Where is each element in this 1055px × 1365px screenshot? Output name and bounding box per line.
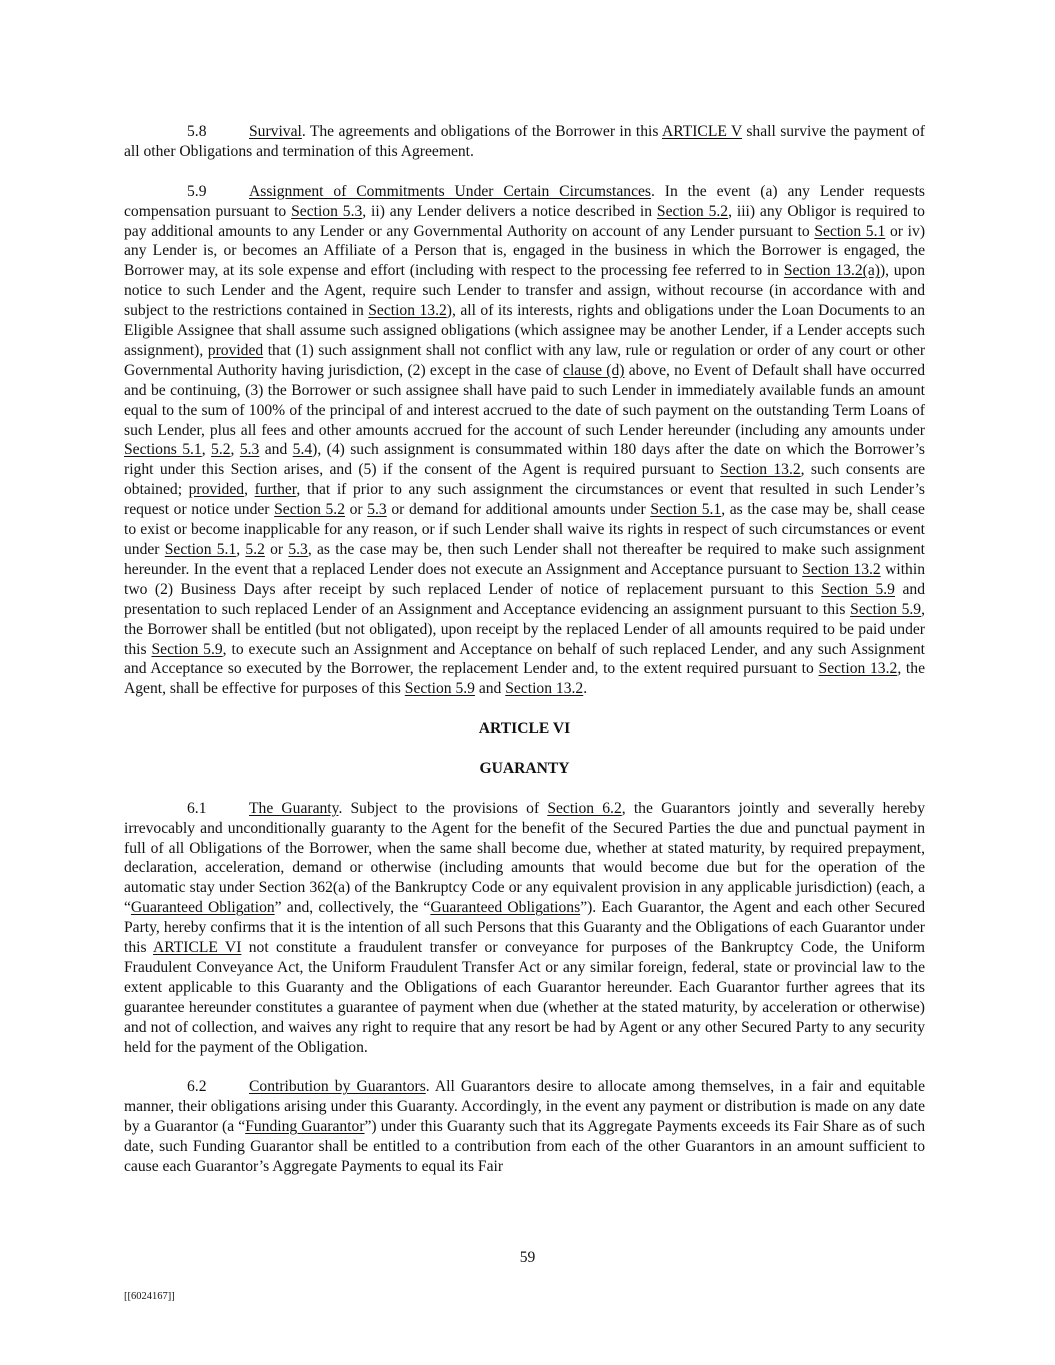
emphasis-term: provided (207, 341, 264, 359)
page-number: 59 (519, 1249, 536, 1266)
cross-reference: Section 5.9 (151, 640, 223, 658)
cross-reference: ARTICLE V (661, 123, 742, 140)
cross-reference: Section 13.2 (368, 302, 447, 320)
article-title: GUARANTY (479, 759, 570, 777)
cross-reference: clause (d) (563, 361, 625, 379)
cross-reference: Section 13.2 (802, 560, 881, 578)
document-page (124, 122, 925, 1177)
emphasis-term: provided (188, 481, 245, 499)
section-6-1: 6.1 The Guaranty. Subject to the provisions of Section 6.2, the Guarantors jointly and severally hereby irrevocably and unconditionally guaranty to the Agent for the benefit of the Secured Parties the due and punctual payment in full of all Obligations of the Borrower, when the same shall become due, whether at stated maturity, by required prepayment, declaration, acceleration, demand or otherwise (including amounts that would become due but for the operation of the automatic stay under Section 362(a) of the Bankruptcy Code or any equivalent provision in any applicable jurisdiction) (each, a “Guaranteed Obligation” and, collectively, the “Guaranteed Obligations”). Each Guarantor, the Agent and each other Secured Party, hereby confirms that it is the intention of all such Persons that this Guaranty and the Obligations of each Guarantor under this ARTICLE VI not constitute a fraudulent transfer or conveyance for purposes of the Bankruptcy Code, the Uniform Fraudulent Conveyance Act, the Uniform Fraudulent Transfer Act or any similar foreign, federal, state or provincial law to the extent applicable to this Guaranty and the Obligations of each Guarantor hereunder. Each Guarantor further agrees that its guarantee hereunder constitutes a guarantee of payment when due (whether at the stated maturity, by acceleration or otherwise) and not of collection, and waives any right to require that any resort be had by Agent or any other Secured Party to any security held for the payment of the Obligation. (124, 799, 926, 1056)
cross-reference: 5.3 (288, 541, 308, 559)
section-6-2: 6.2 Contribution by Guarantors. All Guarantors desire to allocate among themselves, in a fair and equitable manner, their obligations arising under this Guaranty. Accordingly, in the event any payment or distribution is made on any date by a Guarantor (a “Funding Guarantor”) under this Guaranty such that its Aggregate Payments exceeds its Fair Share as of such date, such Funding Guarantor shall be entitled to a contribution from each of the other Guarantors in an amount sufficient to cause each Guarantor’s Aggregate Payments to equal its Fair (124, 1078, 925, 1176)
cross-reference: 5.3 (239, 441, 260, 459)
cross-reference: Sections 5.1 (124, 441, 202, 459)
cross-reference: Section 5.1 (650, 501, 722, 519)
section-title: Survival (249, 123, 302, 140)
cross-reference: Section 5.9 (821, 580, 895, 598)
defined-term: Guaranteed Obligations (430, 899, 581, 917)
cross-reference: 5.4 (292, 441, 313, 459)
cross-reference: Section 5.2 (274, 501, 345, 519)
defined-term: Guaranteed Obligation (130, 899, 275, 917)
section-number: 6.1 (187, 799, 207, 817)
section-5-8: 5.8 Survival. The agreements and obligations of the Borrower in this ARTICLE V shall survive the payment of all other Obligations and termination of this Agreement. (124, 123, 925, 160)
cross-reference: 5.2 (211, 441, 231, 459)
cross-reference: 5.3 (367, 501, 387, 519)
cross-reference: Section 5.9 (850, 600, 922, 618)
cross-reference: Section 13.2 (818, 660, 898, 678)
cross-reference: Section 5.2 (656, 202, 729, 220)
article-label: ARTICLE VI (478, 720, 571, 738)
section-number: 5.8 (187, 123, 207, 140)
defined-term: Funding Guarantor (245, 1118, 365, 1136)
document-id: [[6024167]] (124, 1291, 175, 1302)
section-5-9: 5.9 Assignment of Commitments Under Certain Circumstances. In the event (a) any Lender requests compensation pursuant to Section 5.3, ii) any Lender delivers a notice described in Section 5.2, iii) any Obligor is required to pay additional amounts to any Lender or any Governmental Authority on account of any Lender pursuant to Section 5.1 or iv) any Lender is, or becomes an Affiliate of a Person that is, engaged in the business in which the Borrower is engaged, the Borrower may, at its sole expense and effort (including with respect to the processing fee referred to in Section 13.2(a)), upon notice to such Lender and the Agent, require such Lender to transfer and assign, without recourse (in accordance with and subject to the restrictions contained in Section 13.2), all of its interests, rights and obligations under the Loan Documents to an Eligible Assignee that shall assume such assigned obligations (which assignee may be another Lender, if a Lender accepts such assignment), provided that (1) such assignment shall not conflict with any law, rule or regulation or order of any court or other Governmental Authority having jurisdiction, (2) except in the case of clause (d) above, no Event of Default shall have occurred and be continuing, (3) the Borrower or such assignee shall have paid to such Lender in immediately available funds an amount equal to the sum of 100% of the principal of and interest accrued to the date of such payment on the outstanding Term Loans of such Lender, plus all fees and other amounts accrued for the account of such Lender hereunder (including any amounts under Sections 5.1, 5.2, 5.3 and 5.4), (4) such assignment is consummated within 180 days after the date on which the Borrower’s right under this Section arises, and (5) if the consent of the Agent is required pursuant to Section 13.2, such consents are obtained; provided, further, that if prior to any such assignment the circumstances or event that resulted in such Lender’s request or notice under Section 5.2 or 5.3 or demand for additional amounts under Section 5.1, as the case may be, shall cease to exist or become inapplicable for any reason, or if such Lender shall waive its rights in respect of such circumstances or event under Section 5.1, 5.2 or 5.3, as the case may be, then such Lender shall not thereafter be required to make such assignment hereunder. In the event that a replaced Lender does not execute an Assignment and Acceptance pursuant to Section 13.2 within two (2) Business Days after receipt by such replaced Lender of notice of replacement pursuant to this Section 5.9 and presentation to such replaced Lender of an Assignment and Acceptance evidencing an assignment pursuant to this Section 5.9, the Borrower shall be entitled (but not obligated), upon receipt by the replaced Lender of all amounts required to be paid under this Section 5.9, to execute such an Assignment and Acceptance on behalf of such replaced Lender, and any such Assignment and Acceptance so executed by the Borrower, the replacement Lender and, to the extent required pursuant to Section 13.2, the Agent, shall be effective for purposes of this Section 5.9 and Section 13.2. (124, 182, 926, 698)
cross-reference: Section 6.2 (547, 799, 622, 817)
cross-reference: 5.2 (245, 541, 265, 559)
emphasis-term: further (254, 481, 297, 499)
cross-reference: Section 13.2 (720, 461, 801, 479)
section-number: 5.9 (187, 182, 207, 200)
section-title: The Guaranty (249, 799, 339, 817)
section-number: 6.2 (187, 1078, 207, 1096)
cross-reference: Section 13.2(a) (783, 262, 880, 280)
cross-reference: Section 13.2 (505, 680, 584, 698)
cross-reference: Section 5.9 (404, 680, 475, 698)
section-title: Assignment of Commitments Under Certain Circumstances (249, 182, 651, 200)
cross-reference: Section 5.1 (164, 541, 237, 559)
cross-reference: Section 5.3 (291, 202, 363, 220)
cross-reference: ARTICLE VI (153, 939, 242, 957)
section-title: Contribution by Guarantors (249, 1078, 426, 1096)
cross-reference: Section 5.1 (814, 222, 886, 240)
